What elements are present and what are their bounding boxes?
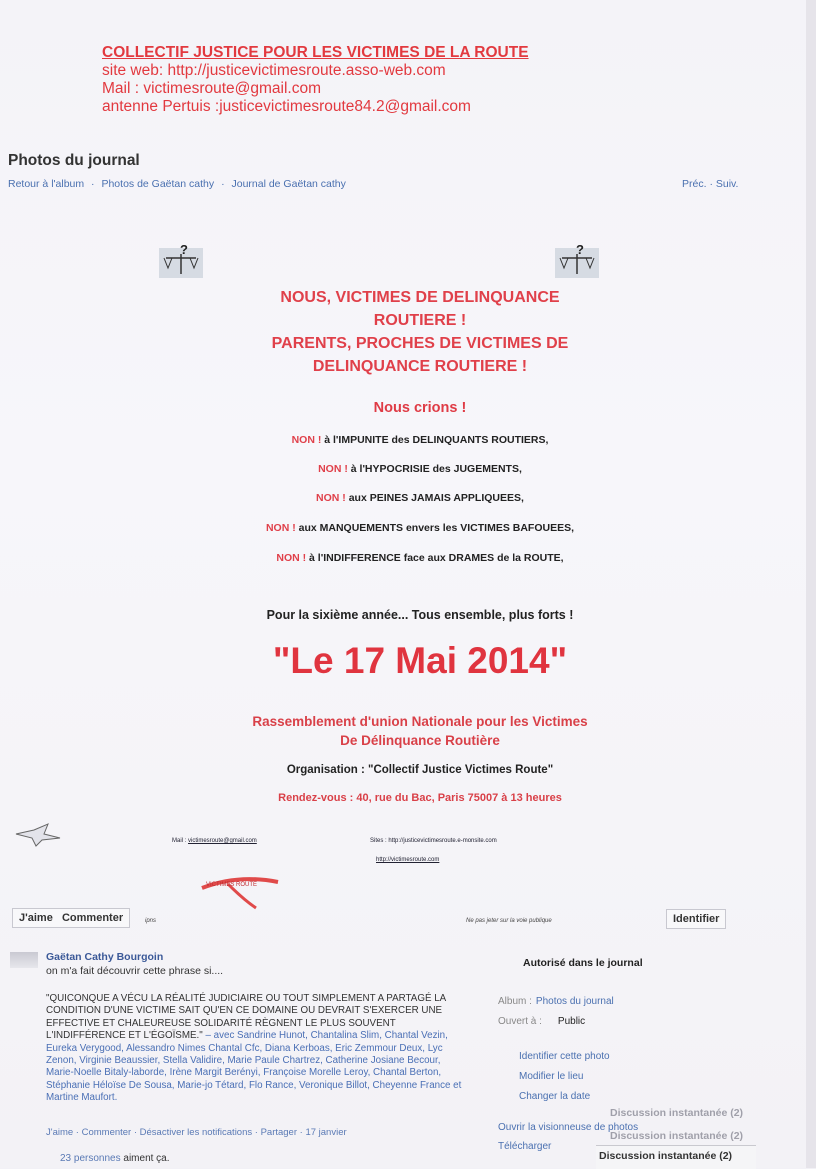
tiny-label: ipns bbox=[145, 918, 157, 924]
chat-ghost: Discussion instantanée (2) bbox=[610, 1107, 744, 1119]
poster-rendezvous: Rendez-vous : 40, rue du Bac, Paris 75007 à 13 heures bbox=[278, 792, 562, 804]
breadcrumb bbox=[8, 178, 350, 190]
album-row bbox=[498, 996, 614, 1007]
justice-scale-icon bbox=[554, 240, 600, 280]
sidebar-heading: Autorisé dans le journal bbox=[523, 957, 643, 969]
like-comment-buttons bbox=[12, 908, 130, 928]
breadcrumb-sep: · bbox=[91, 178, 95, 190]
letterhead-antenne[interactable]: antenne Pertuis :justicevictimesroute84.2@gmail.com bbox=[102, 98, 471, 115]
photos-of-link[interactable]: Photos de Gaëtan cathy bbox=[101, 178, 215, 190]
headline-line: ROUTIERE ! bbox=[373, 312, 467, 329]
bird-sketch-icon bbox=[14, 820, 62, 848]
edit-location-link[interactable]: Modifier le lieu bbox=[519, 1071, 584, 1082]
page-edge bbox=[806, 0, 816, 1168]
likes-suffix: aiment ça. bbox=[120, 1153, 170, 1164]
event-line: De Délinquance Routière bbox=[340, 733, 500, 748]
post-quote bbox=[46, 993, 466, 1105]
quote-text: "QUICONQUE A VÉCU LA RÉALITÉ JUDICIAIRE OU TOUT SIMPLEMENT A PARTAGÉ LA CONDITION D'UNE VICTIME SAIT QU'EN CE DOMAINE OU DEVRAIT S'EXERCER UNE EFFECTIVE ET CHALEUREUSE SOLIDARITÉ RÈGNENT LE PLUS SOUVENT L'INDIFFÉRENCE ET L'ÉGOÏSME." bbox=[46, 993, 446, 1042]
privacy-row bbox=[498, 1016, 585, 1027]
letterhead-site[interactable]: site web: http://justicevictimesroute.asso-web.com bbox=[102, 62, 446, 79]
post-intro: on m'a fait découvrir cette phrase si.... bbox=[46, 965, 224, 977]
tagged-people[interactable]: – avec Sandrine Hunot, Chantalina Slim, Chantal Vezin, Eureka Verygood, Alessandro Nimes Chantal Cfc, Diana Kerboas, Eric Zemmour Deux, Lyc Zenon, Virginie Beaussier, Stella Validire, Marie Paule Chartrez, Catherine Josiane Becour, Marie-Noelle Bitaly-laborde, Irène Margit Berényi, Françoise Morelle Leroy, Chantal Berton, Stéphanie Héloïse De Sousa, Marie-jo Tétard, Flo Rance, Veronique Billot, Cheyenne France et Martine Maufort. bbox=[46, 1030, 462, 1104]
headline-line: PARENTS, PROCHES DE VICTIMES DE bbox=[271, 335, 569, 352]
tiny-note: Ne pas jeter sur la voie publique bbox=[466, 918, 552, 924]
comment-button[interactable]: Commenter bbox=[61, 912, 124, 924]
justice-scale-icon bbox=[158, 240, 204, 280]
likes-count-link[interactable]: 23 personnes bbox=[60, 1153, 121, 1164]
like-button[interactable]: J'aime bbox=[19, 912, 53, 924]
svg-text:?: ? bbox=[576, 242, 584, 257]
download-link[interactable]: Télécharger bbox=[498, 1141, 552, 1152]
privacy-value[interactable]: Public bbox=[557, 1016, 586, 1027]
poster-subheading: Nous crions ! bbox=[373, 400, 467, 416]
back-to-album-link[interactable]: Retour à l'album bbox=[8, 178, 85, 190]
page-title: Photos du journal bbox=[8, 152, 140, 169]
svg-text:VICTIMES ROUTE: VICTIMES ROUTE bbox=[206, 882, 258, 888]
album-link[interactable]: Photos du journal bbox=[535, 996, 614, 1007]
chat-ghost: Discussion instantanée (2) bbox=[610, 1130, 744, 1142]
author-name[interactable]: Gaëtan Cathy Bourgoin bbox=[46, 951, 164, 963]
poster-organisation: Organisation : "Collectif Justice Victimes Route" bbox=[286, 764, 554, 776]
letterhead bbox=[102, 44, 529, 116]
photo-poster[interactable] bbox=[120, 230, 720, 910]
letterhead-title: COLLECTIF JUSTICE POUR LES VICTIMES DE LA ROUTE bbox=[102, 44, 529, 61]
likes-summary bbox=[60, 1153, 170, 1164]
nav-sep: · bbox=[709, 178, 713, 190]
non-line: NON ! à l'INDIFFERENCE face aux DRAMES de la ROUTE, bbox=[276, 552, 564, 564]
non-line: NON ! aux PEINES JAMAIS APPLIQUEES, bbox=[316, 492, 524, 504]
post-actions[interactable]: J'aime · Commenter · Désactiver les notifications · Partager · 17 janvier bbox=[46, 1127, 347, 1138]
prev-link[interactable]: Préc. bbox=[682, 178, 707, 190]
next-link[interactable]: Suiv. bbox=[715, 178, 739, 190]
headline-line: NOUS, VICTIMES DE DELINQUANCE bbox=[280, 289, 560, 306]
tag-photo-link[interactable]: Identifier cette photo bbox=[519, 1051, 610, 1062]
breadcrumb-sep: · bbox=[221, 178, 225, 190]
non-line: NON ! à l'HYPOCRISIE des JUGEMENTS, bbox=[318, 463, 522, 475]
journal-link[interactable]: Journal de Gaëtan cathy bbox=[231, 178, 346, 190]
headline-line: DELINQUANCE ROUTIERE ! bbox=[312, 358, 528, 375]
poster-event bbox=[120, 712, 720, 750]
poster-date: "Le 17 Mai 2014" bbox=[272, 640, 568, 681]
tag-photo-button[interactable]: Identifier bbox=[666, 909, 726, 929]
poster-headline bbox=[120, 286, 720, 378]
poster-site2: http://victimesroute.com bbox=[376, 857, 440, 863]
change-date-link[interactable]: Changer la date bbox=[519, 1091, 591, 1102]
slideshow-link[interactable]: Ouvrir la visionneuse de photos bbox=[498, 1122, 639, 1133]
avatar[interactable] bbox=[10, 952, 38, 968]
poster-tagline: Pour la sixième année... Tous ensemble, plus forts ! bbox=[266, 608, 574, 622]
letterhead-mail[interactable]: Mail : victimesroute@gmail.com bbox=[102, 80, 322, 97]
poster-sites: Sites : http://justicevictimesroute.e-monsite.com bbox=[370, 838, 497, 844]
privacy-label: Ouvert à : bbox=[498, 1016, 542, 1027]
poster-mail: Mail : victimesroute@gmail.com bbox=[172, 838, 257, 844]
non-line: NON ! à l'IMPUNITE des DELINQUANTS ROUTIERS, bbox=[291, 434, 549, 446]
event-line: Rassemblement d'union Nationale pour les Victimes bbox=[252, 714, 588, 729]
non-line: NON ! aux MANQUEMENTS envers les VICTIMES BAFOUEES, bbox=[265, 522, 575, 534]
album-label: Album : bbox=[498, 996, 532, 1007]
svg-text:?: ? bbox=[180, 242, 188, 257]
prev-next-nav bbox=[682, 178, 738, 190]
chat-button[interactable]: Discussion instantanée (2) bbox=[599, 1150, 733, 1162]
ribbon-logo bbox=[198, 870, 282, 910]
